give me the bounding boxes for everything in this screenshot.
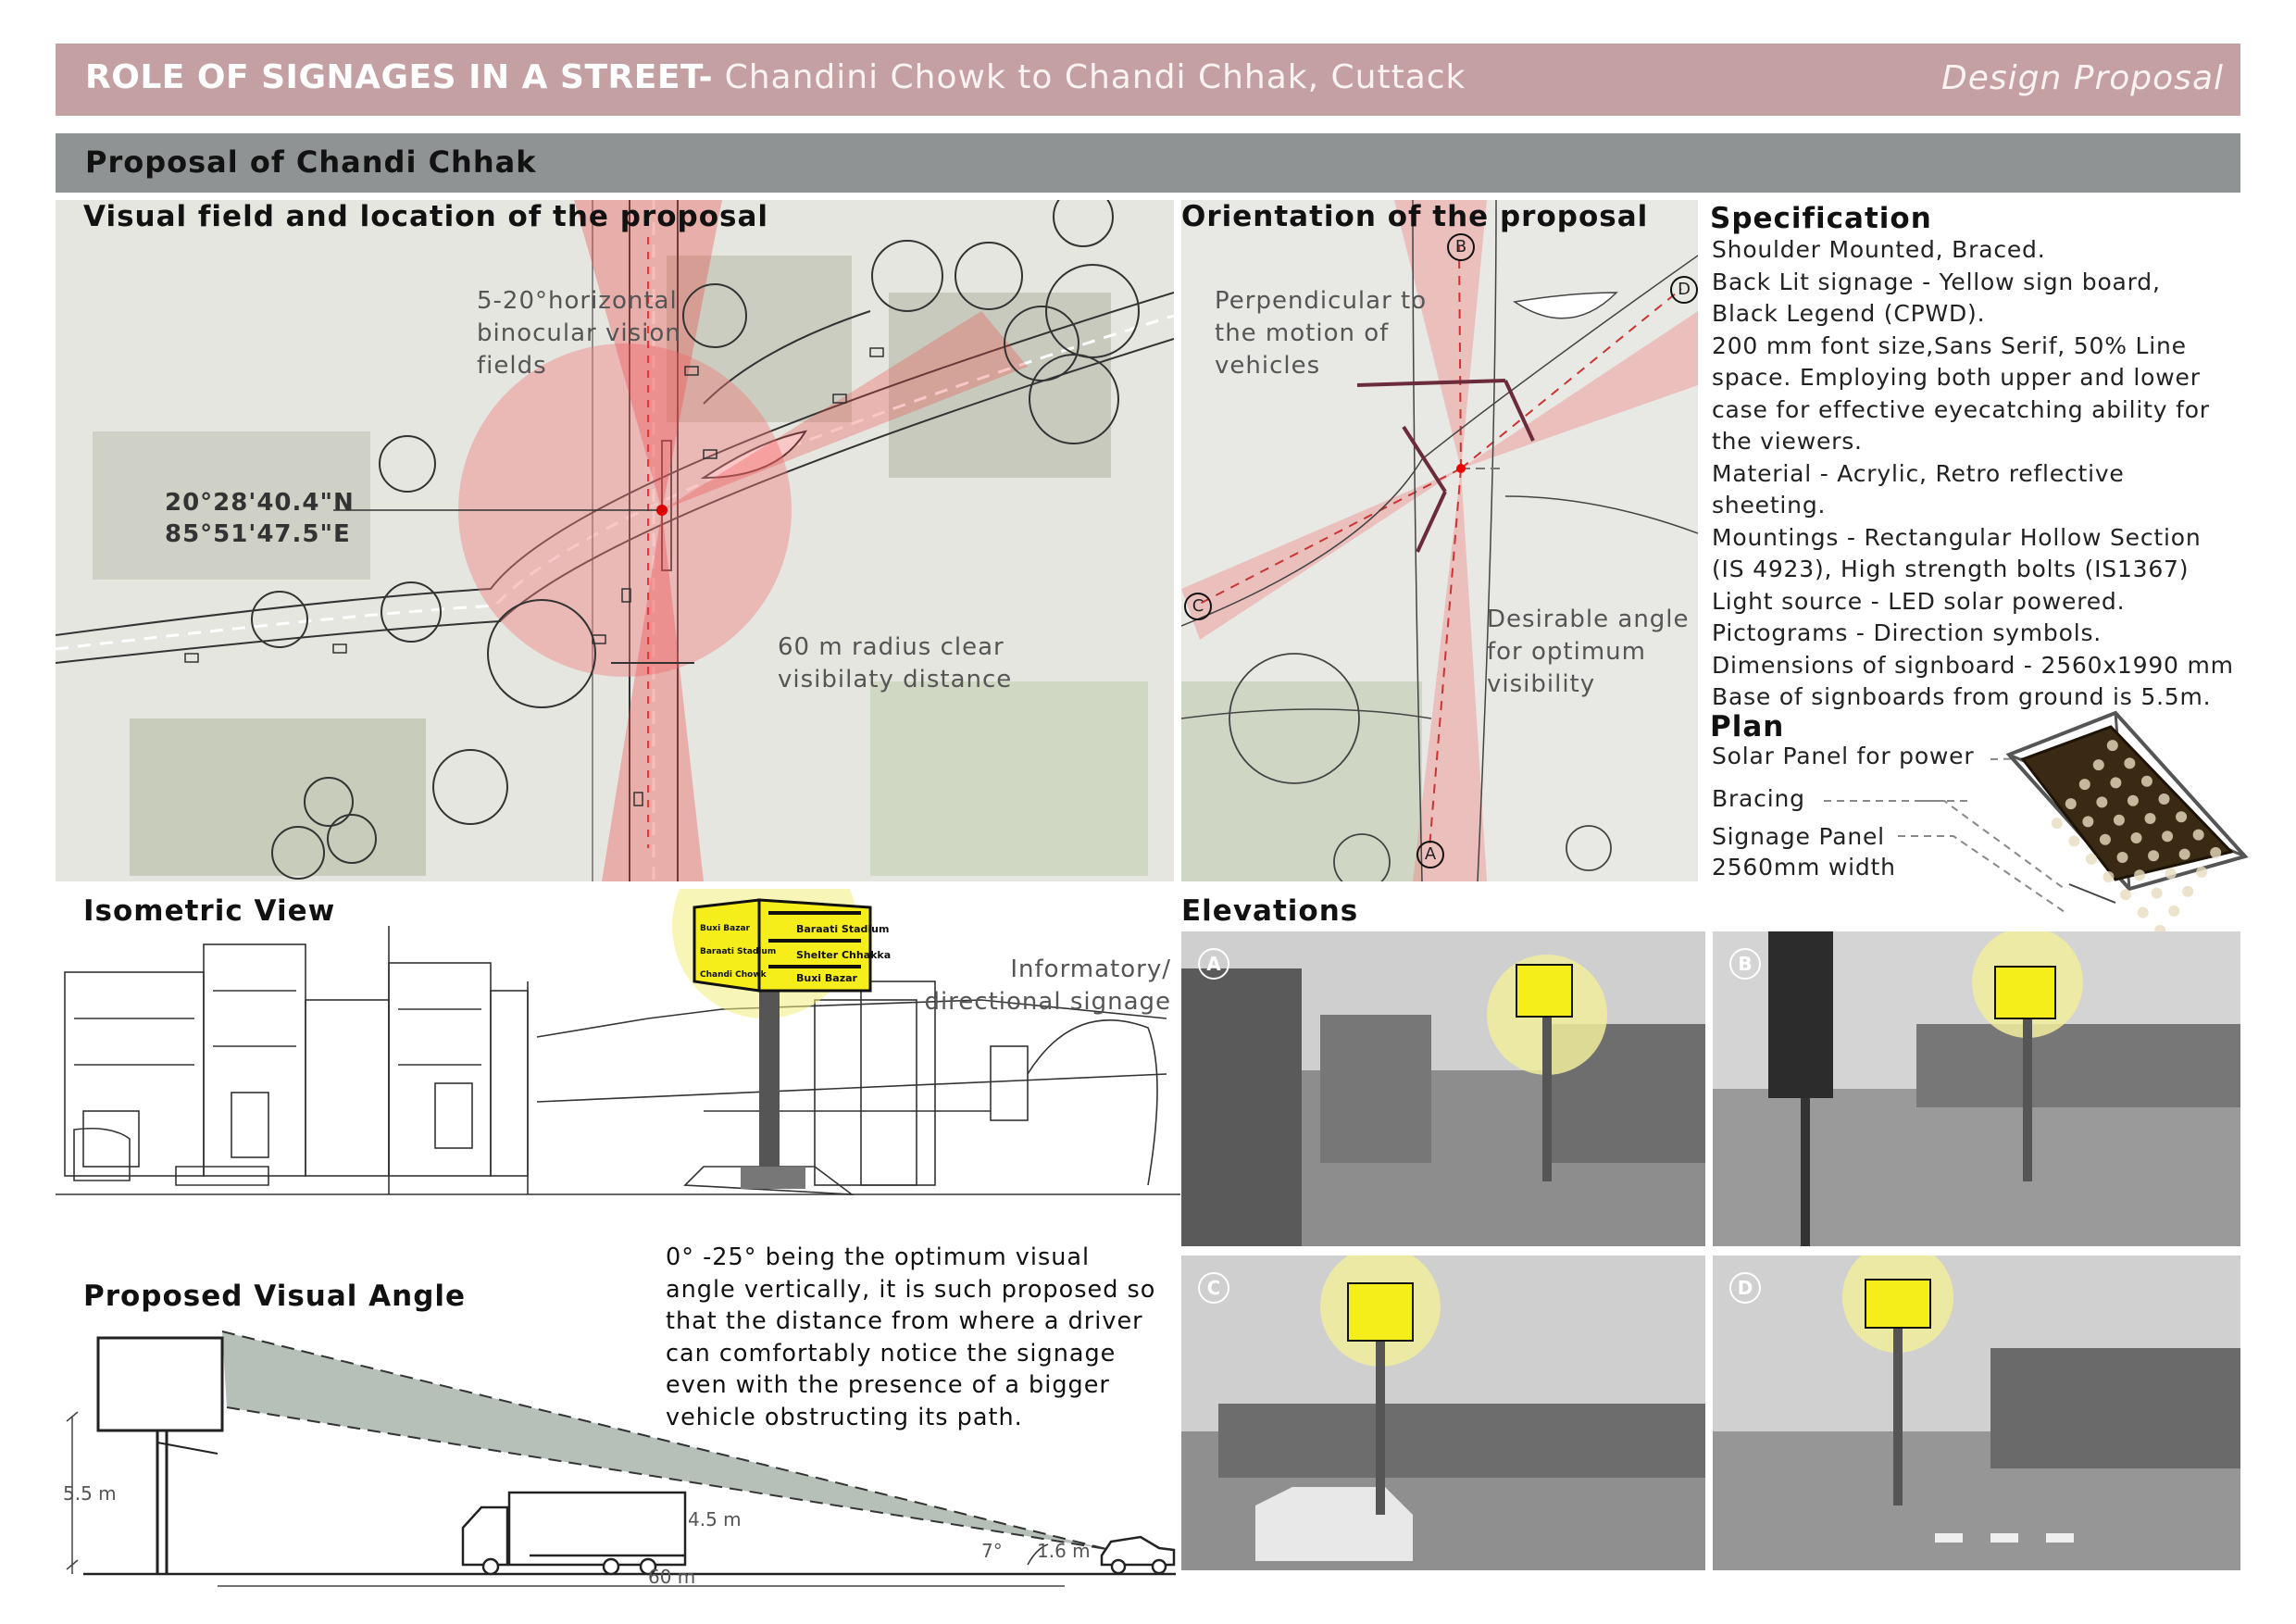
section-bar	[56, 133, 2240, 193]
solar-cell	[2103, 871, 2115, 882]
solar-panel-label: Solar Panel for power	[1712, 743, 1975, 769]
truck-height-label: 4.5 m	[688, 1508, 742, 1530]
solar-cell	[2159, 793, 2170, 805]
spec-line: Shoulder Mounted, Braced.	[1712, 236, 2046, 263]
solar-cell	[2093, 759, 2104, 770]
angle-note-line: Desirable angle	[1487, 606, 1690, 633]
orientation-heading: Orientation of the proposal	[1181, 200, 1649, 233]
solar-cell	[2152, 888, 2163, 899]
title-location: Chandini Chowk to Chandi Chhak, Cuttack	[713, 58, 1466, 96]
spec-line: Black Legend (CPWD).	[1712, 300, 1986, 327]
eye-height-label: 1.6 m	[1037, 1540, 1091, 1562]
iso-sign-side-row: Buxi Bazar	[700, 924, 750, 933]
signage-type-note	[912, 954, 1171, 1018]
vision-note-line: fields	[477, 352, 547, 380]
elevation-marker-b: B	[1729, 948, 1761, 980]
visual-field-map	[56, 200, 1174, 881]
elevation-marker-a: A	[1198, 948, 1229, 980]
iso-sign-side-row: Chandi Chowk	[700, 970, 767, 980]
title-bold: ROLE OF SIGNAGES IN A STREET-	[85, 58, 714, 96]
elevation-marker-c: C	[1198, 1272, 1229, 1304]
solar-cell	[2065, 798, 2077, 809]
iso-sign-row: Shelter Chhakka	[796, 949, 892, 961]
description-line: 0° -25° being the optimum visual	[666, 1243, 1091, 1271]
elevation-photo-c	[1181, 1255, 1705, 1570]
height-label: 5.5 m	[63, 1482, 117, 1505]
truck	[463, 1493, 685, 1574]
solar-cell	[2114, 815, 2125, 826]
sign-note-line: directional signage	[924, 988, 1171, 1016]
solar-cell	[2210, 847, 2221, 858]
title-bar	[56, 44, 2240, 116]
marker-d: D	[1670, 276, 1698, 304]
solar-cell	[2162, 831, 2173, 842]
spec-line: sheeting.	[1712, 492, 1827, 518]
solar-cell	[2182, 886, 2193, 897]
radius-note-line: 60 m radius clear	[778, 633, 1004, 661]
elevations-heading: Elevations	[1181, 894, 1359, 928]
solar-cell	[2138, 907, 2149, 918]
plan-drawing	[1703, 704, 2259, 944]
solar-cell	[2117, 852, 2128, 863]
coordinate-lat: 20°28'40.4"N	[165, 489, 355, 517]
solar-cell	[2148, 850, 2159, 861]
distance-label: 60 m	[648, 1566, 696, 1588]
perp-note-line: Perpendicular to	[1215, 287, 1428, 315]
visual-field-heading: Visual field and location of the proposal	[83, 200, 769, 233]
solar-cell	[2134, 869, 2145, 881]
elevation-d-drawing	[1713, 1255, 2240, 1570]
spec-line: Pictograms - Direction symbols.	[1712, 619, 2103, 646]
sign-note-line: Informatory/	[1010, 956, 1171, 983]
radius-note	[778, 631, 1012, 696]
solar-cell	[2168, 906, 2179, 917]
desirable-angle-note	[1487, 604, 1690, 701]
spec-line: space. Employing both upper and lower	[1712, 364, 2201, 391]
perpendicular-note	[1215, 285, 1427, 382]
solar-cell	[2052, 818, 2063, 829]
elevation-marker-d: D	[1729, 1272, 1761, 1304]
angle-note-line: for optimum	[1487, 638, 1646, 666]
signage-panel-label: Signage Panel	[1712, 823, 1885, 850]
solar-cell	[2082, 816, 2093, 827]
section-title: Proposal of Chandi Chhak	[85, 144, 537, 180]
elevation-b-drawing	[1713, 931, 2240, 1246]
spec-line: (IS 4923), High strength bolts (IS1367)	[1712, 556, 2190, 582]
elevation-photo-d	[1713, 1255, 2240, 1570]
design-proposal-label: Design Proposal	[1941, 59, 2224, 97]
solar-cell	[2145, 813, 2156, 824]
solar-cell	[2096, 796, 2107, 807]
solar-cell	[2124, 757, 2135, 768]
solar-cell	[2079, 779, 2090, 790]
iso-sign-row: Buxi Bazar	[796, 972, 857, 984]
description-line: even with the presence of a bigger	[666, 1371, 1110, 1399]
description-line: angle vertically, it is such proposed so	[666, 1275, 1156, 1304]
description-line: can comfortably notice the signage	[666, 1339, 1117, 1368]
marker-a: A	[1416, 841, 1444, 868]
iso-sign-side-row: Baraati Stadium	[700, 947, 777, 956]
car	[1102, 1537, 1174, 1573]
solar-cell	[2141, 776, 2152, 787]
solar-cell	[2176, 811, 2187, 822]
spec-line: 200 mm font size,Sans Serif, 50% Line	[1712, 331, 2187, 359]
elevation-c-drawing	[1181, 1255, 1705, 1570]
solar-cell	[2196, 867, 2207, 878]
perp-note-line: vehicles	[1215, 352, 1321, 380]
solar-cell	[2100, 834, 2111, 845]
isometric-heading: Isometric View	[83, 894, 336, 928]
spec-line: Material - Acrylic, Retro reflective	[1712, 459, 2125, 487]
vision-note-line: 5-20°horizontal	[477, 287, 678, 315]
description-line: vehicle obstructing its path.	[666, 1403, 1023, 1431]
vision-note	[477, 285, 681, 382]
spec-line: Light source - LED solar powered.	[1712, 587, 2126, 615]
solar-cell	[2131, 832, 2142, 843]
solar-cell	[2110, 777, 2121, 788]
spec-line: Back Lit signage - Yellow sign board,	[1712, 268, 2161, 295]
description-line: that the distance from where a driver	[666, 1307, 1143, 1335]
marker-b: B	[1447, 233, 1475, 261]
solar-cell	[2193, 830, 2204, 841]
vision-note-line: binocular vision	[477, 319, 681, 347]
solar-cell	[2068, 835, 2079, 846]
specification-heading: Specification	[1710, 202, 1932, 235]
spec-line: case for effective eyecatching ability for	[1712, 395, 2210, 423]
marker-c: C	[1184, 593, 1212, 620]
panel-width-label: 2560mm width	[1712, 854, 1896, 881]
plan-heading: Plan	[1710, 710, 1785, 743]
spec-line: Base of signboards from ground is 5.5m.	[1712, 683, 2212, 710]
spec-line: the viewers.	[1712, 428, 1863, 455]
coordinate-lon: 85°51'47.5"E	[165, 520, 351, 548]
solar-cell	[2120, 889, 2131, 900]
solar-cell	[2086, 854, 2097, 865]
spec-line: Mountings - Rectangular Hollow Section	[1712, 523, 2202, 551]
solar-cell	[2179, 849, 2190, 860]
elevation-photo-a	[1181, 931, 1705, 1246]
radius-note-line: visibilaty distance	[778, 666, 1013, 693]
spec-line: Dimensions of signboard - 2560x1990 mm	[1712, 651, 2234, 679]
solar-cell	[2165, 868, 2177, 880]
iso-sign-row: Baraati Stadium	[796, 923, 890, 935]
angle-note-line: visibility	[1487, 670, 1596, 698]
elevation-a-drawing	[1181, 931, 1705, 1246]
bracing-label: Bracing	[1712, 785, 1805, 812]
specification-list	[1712, 234, 2234, 714]
perp-note-line: the motion of	[1215, 319, 1390, 347]
orientation-map	[1181, 200, 1698, 881]
isometric-sketch	[56, 889, 1180, 1250]
solar-cell	[2128, 795, 2139, 806]
angle-label: 7°	[981, 1540, 1003, 1562]
solar-cell	[2107, 740, 2118, 751]
page-title	[85, 58, 1466, 96]
coordinates	[165, 487, 355, 550]
visual-angle-heading: Proposed Visual Angle	[83, 1280, 467, 1313]
visual-angle-diagram	[56, 1305, 1194, 1602]
elevation-photo-b	[1713, 931, 2240, 1246]
